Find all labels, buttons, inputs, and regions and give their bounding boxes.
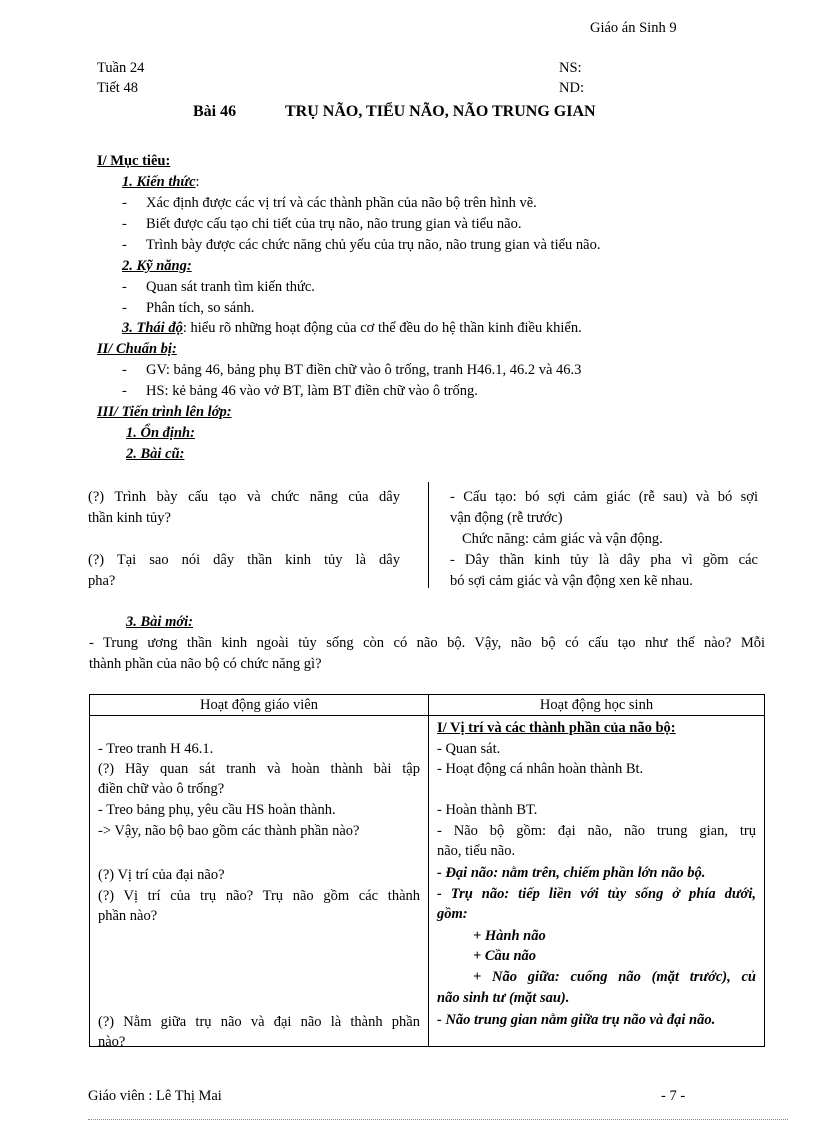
footer-teacher: Giáo viên : Lê Thị Mai (88, 1088, 222, 1104)
skills-heading: 2. Kỹ năng: (122, 258, 192, 274)
step-stabilize: 1. Ổn định: (126, 425, 195, 441)
nd-label: ND: (559, 80, 584, 96)
teacher-cell (94, 716, 424, 1050)
student-line: - Não trung gian nằm giữa trụ não và đại não. (437, 1012, 716, 1028)
doc-title: Giáo án Sinh 9 (590, 20, 677, 36)
review-a1-line3: Chức năng: cảm giác và vận động. (462, 531, 663, 547)
student-line: - Trụ não: tiếp liền với tủy sống ở phía dưới, (437, 886, 756, 902)
prep-heading: II/ Chuẩn bị: (97, 341, 177, 357)
teacher-line: (?) Nằm giữa trụ não và đại não là thành phần (98, 1014, 420, 1030)
teacher-line: - Treo tranh H 46.1. (98, 741, 214, 757)
lesson-title: TRỤ NÃO, TIỂU NÃO, NÃO TRUNG GIAN (285, 103, 596, 120)
teacher-line: -> Vậy, não bộ bao gồm các thành phần nào? (98, 823, 360, 839)
teacher-line: điền chữ vào ô trống? (98, 781, 225, 797)
step-new-lesson: 3. Bài mới: (126, 614, 193, 630)
review-q2-line2: pha? (88, 573, 116, 589)
attitude-text: : hiểu rõ những hoạt động của cơ thể đều do hệ thần kinh điều khiển. (182, 320, 582, 336)
teacher-line: - Treo bảng phụ, yêu cầu HS hoàn thành. (98, 802, 336, 818)
teacher-line: phần nào? (98, 908, 158, 924)
activity-table (89, 694, 765, 1050)
review-a2-line2: bó sợi cảm giác và vận động xen kẽ nhau. (450, 573, 693, 589)
student-line: + Não giữa: cuống não (mặt trước), củ (473, 969, 756, 985)
student-section-heading: I/ Vị trí và các thành phần của não bộ: (437, 720, 676, 736)
student-cell (433, 716, 760, 1046)
review-divider (428, 482, 429, 588)
student-line: - Não bộ gồm: đại não, não trung gian, trụ (437, 823, 756, 839)
process-heading: III/ Tiến trình lên lớp: (97, 404, 232, 420)
teacher-line: (?) Hãy quan sát tranh và hoàn thành bài tập (98, 761, 420, 777)
lesson-number: Bài 46 (193, 103, 237, 120)
student-line: gồm: (437, 906, 468, 922)
teacher-line: (?) Vị trí của trụ não? Trụ não gồm các thành (98, 888, 420, 904)
teacher-line: nào? (98, 1034, 126, 1050)
review-box (88, 482, 764, 592)
review-questions (88, 487, 400, 592)
knowledge-label: 1. Kiến thức (122, 174, 196, 190)
objectives-heading: I/ Mục tiêu: (97, 153, 171, 169)
intro-line1: - Trung ương thần kinh ngoài tủy sống còn có não bộ. Vậy, não bộ có cấu tạo như thế nào? Mỗi (89, 635, 765, 651)
teacher-line: (?) Vị trí của đại não? (98, 867, 225, 883)
review-a2-line1: - Dây thần kinh tủy là dây pha vì gồm các (450, 552, 758, 568)
review-a1-line2: vận động (rễ trước) (450, 510, 563, 526)
student-line: - Quan sát. (437, 741, 501, 757)
student-line: - Đại não: nằm trên, chiếm phần lớn não bộ. (437, 865, 706, 881)
review-answers (450, 487, 758, 592)
review-q2-line1: (?) Tại sao nói dây thần kinh tủy là dây (88, 552, 400, 568)
knowledge-heading (122, 174, 200, 191)
footer-rule (88, 1119, 788, 1120)
ns-label: NS: (559, 60, 582, 76)
attitude-line (122, 320, 582, 337)
step-old-lesson: 2. Bài cũ: (126, 446, 185, 462)
student-line: - Hoàn thành BT. (437, 802, 538, 818)
intro-line2: thành phần của não bộ có chức năng gì? (89, 656, 322, 672)
period-label: Tiết 48 (97, 80, 138, 96)
attitude-label: 3. Thái độ (122, 320, 183, 336)
student-line: não sinh tư (mặt sau). (437, 990, 570, 1006)
review-q1-line2: thần kinh tủy? (88, 510, 171, 526)
student-line: + Hành não (473, 928, 546, 944)
footer-page-number: - 7 - (661, 1088, 686, 1104)
student-line: + Cầu não (473, 948, 537, 964)
review-q1-line1: (?) Trình bày cấu tạo và chức năng của dây (88, 489, 400, 505)
week-label: Tuần 24 (97, 60, 145, 76)
col-header-teacher: Hoạt động giáo viên (90, 695, 429, 716)
student-line: não, tiểu não. (437, 843, 516, 859)
review-a1-line1: - Cấu tạo: bó sợi cảm giác (rễ sau) và bó sợi (450, 489, 758, 505)
student-line: - Hoạt động cá nhân hoàn thành Bt. (437, 761, 644, 777)
col-header-student: Hoạt động học sinh (429, 695, 765, 716)
knowledge-colon: : (195, 174, 200, 190)
